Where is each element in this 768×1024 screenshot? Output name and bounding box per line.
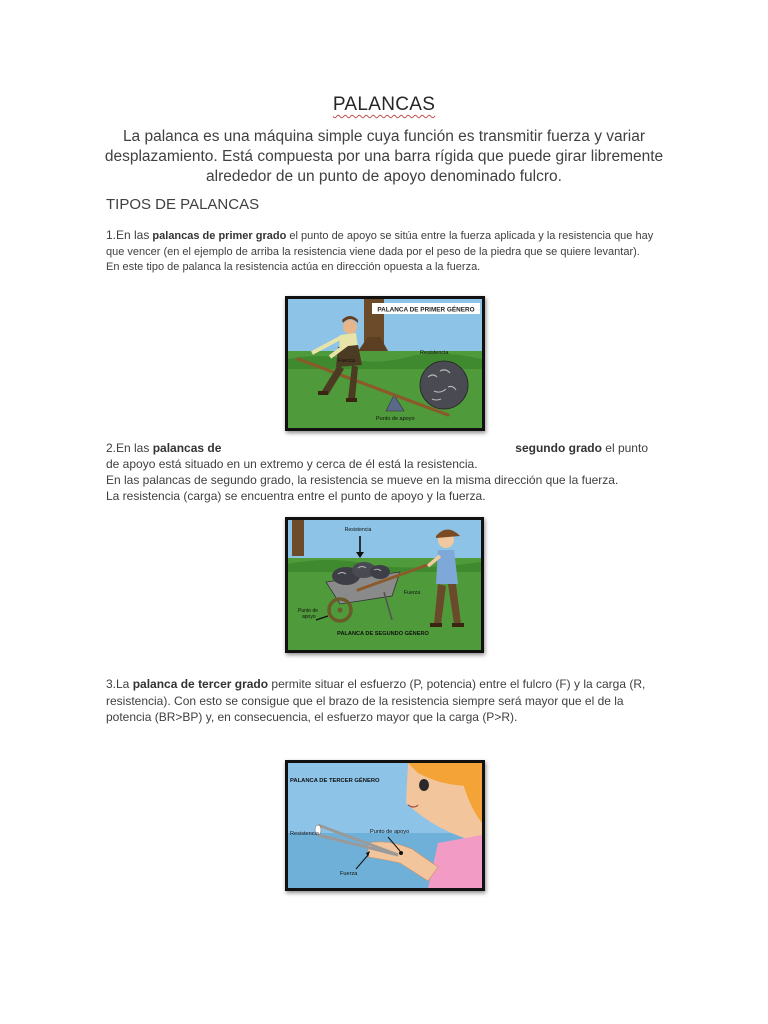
section-3-lead: 3.La [106,677,133,691]
figure-2-label-resistencia: Resistencia [344,527,372,533]
figure-2-label-apoyo-2: apoyo [302,614,316,620]
section-2-tail: el punto [601,441,648,455]
section-1-bold: palancas de primer grado [152,230,287,242]
figure-1-label-fuerza: Fuerza [338,358,356,364]
figure-2-label-apoyo-1: Punto de [298,608,319,614]
figure-second-class-lever [285,517,484,653]
section-3-rest: permite situar el esfuerzo (P, potencia) entre el fulcro (F) y la carga (R, resistencia). Con esto se consigue que el brazo de la resistencia siempre será mayor que el de la potencia (BR>BP) y, en consecuencia, el esfuerzo mayor que la carga (P>R). [106,677,646,724]
section-2-paragraph [106,440,662,504]
section-1-rest: el punto de apoyo se sitúa entre la fuerza aplicada y la resistencia que hay que vencer (en el ejemplo de arriba la resistencia viene dada por el peso de la piedra que se quiere levantar). [106,230,654,258]
figure-3-label-resistencia: Resistencia [290,831,319,837]
section-2-bold-2: segundo grado [515,441,602,455]
figure-2-title: PALANCA DE SEGUNDO GÉNERO [337,631,429,637]
section-1-line2: En este tipo de palanca la resistencia actúa en dirección opuesta a la fuerza. [106,261,481,273]
figure-3-label-fuerza: Fuerza [340,871,358,877]
third-class-lever-illustration [288,763,482,888]
page-title [0,94,768,116]
section-1-lead: 1.En las [106,228,150,242]
section-2-line1: de apoyo está situado en un extremo y cerca de él está la resistencia. [106,457,478,471]
section-3-paragraph [106,676,662,726]
figure-3-title: PALANCA DE TERCER GÉNERO [290,778,380,784]
first-class-lever-illustration [288,299,482,428]
section-2-first-row [106,440,662,456]
figure-1-title: PALANCA DE PRIMER GÉNERO [377,306,475,314]
section-3-bold: palanca de tercer grado [132,677,269,691]
section-2-line3: La resistencia (carga) se encuentra entre el punto de apoyo y la fuerza. [106,489,486,503]
page-title-text: PALANCAS [332,94,436,115]
section-2-left [106,440,221,456]
figure-1-label-apoyo: Punto de apoyo [376,416,415,422]
figure-third-class-lever [285,760,485,891]
figure-first-class-lever [285,296,485,431]
section-2-line2: En las palancas de segundo grado, la resistencia se mueve en la misma dirección que la fuerza. [106,473,619,487]
section-1-paragraph [106,228,662,276]
intro-paragraph: La palanca es una máquina simple cuya función es transmitir fuerza y variar desplazamiento. Está compuesta por una barra rígida que puede girar libremente alrededor de un punto de apoyo denominado fulcro. [104,128,664,185]
figure-2-label-fuerza: Fuerza [404,590,421,596]
types-heading: TIPOS DE PALANCAS [106,196,260,213]
figure-1-label-resistencia: Resistencia [420,350,449,356]
second-class-lever-illustration [288,520,481,650]
figure-3-label-apoyo: Punto de apoyo [370,829,410,835]
section-2-lead: 2.En las [106,441,153,455]
section-2-bold-1: palancas de [152,441,222,455]
section-2-right [515,440,648,456]
